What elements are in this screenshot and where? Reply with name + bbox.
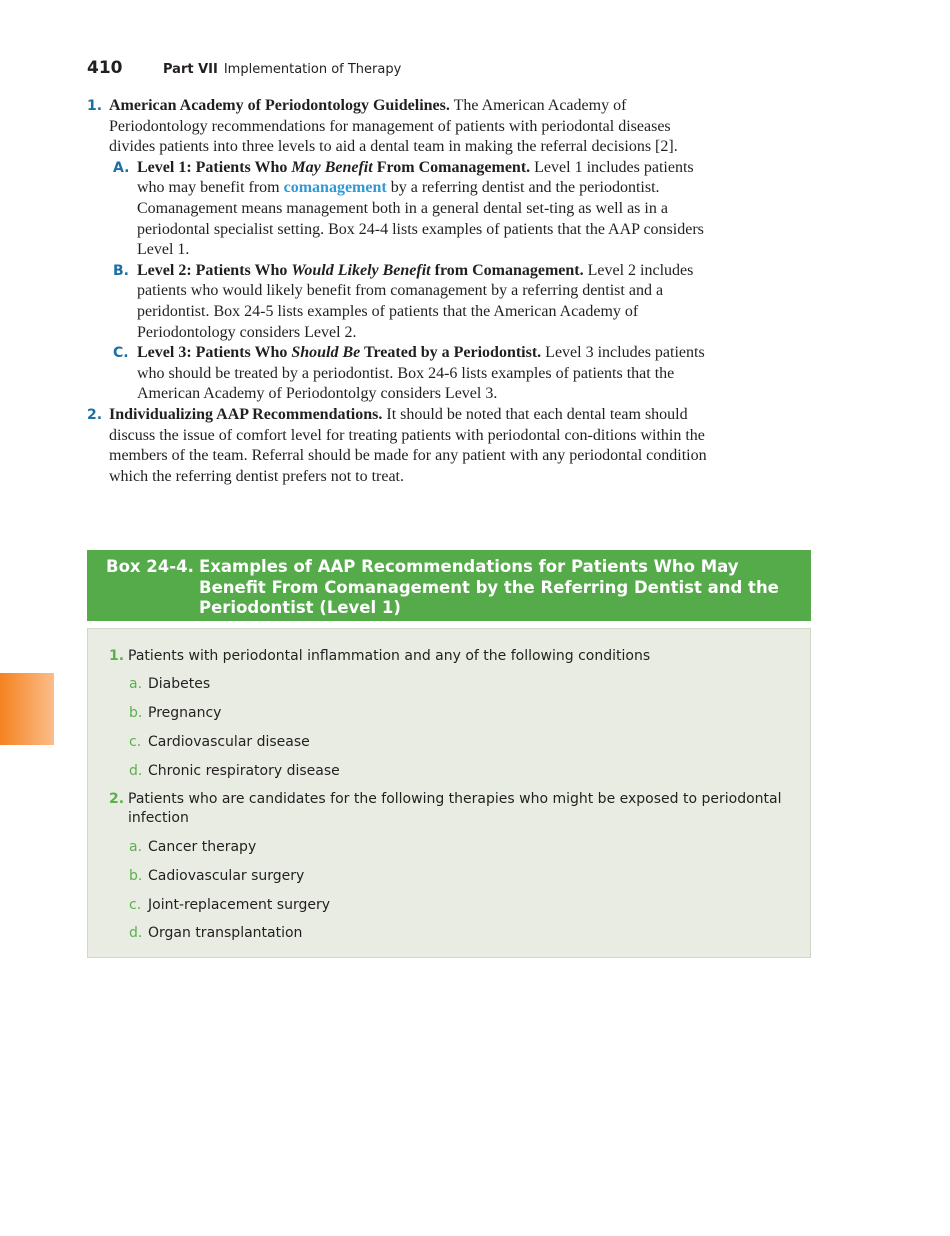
sub-text: Level 3 includes patients who should be treated by a periodontist. Box 24-6 lists examples of patients that the American Academy of Periodontolgy considers Level 3. (137, 344, 705, 403)
box-item-text: Patients who are candidates for the following therapies who might be exposed to periodontal (128, 791, 782, 807)
sub-title: Level 1: Patients Who May Benefit From Comanagement. (137, 158, 531, 176)
box-sub-letter: c. (129, 734, 142, 750)
item-title: Individualizing AAP Recommendations. (109, 405, 383, 423)
sub-title: Level 2: Patients Who Would Likely Benefit from Comanagement. (137, 261, 584, 279)
box-sub-text: Chronic respiratory disease (148, 763, 340, 779)
box-title: Examples of AAP Recommendations for Patients Who May Benefit From Comanagement by the Referring Dentist and the Periodontist (Level 1) (199, 557, 779, 617)
keyword-comanagement[interactable]: comanagement (283, 179, 387, 197)
item-number: 2. (87, 406, 103, 423)
box-item-text: Patients with periodontal inflammation and any of the following conditions (128, 648, 651, 664)
box-sub-letter: c. (129, 897, 142, 913)
box-sub-letter: a. (129, 676, 143, 692)
running-header (87, 58, 401, 82)
page-number: 410 (87, 58, 123, 78)
main-text (87, 96, 717, 487)
box-sub-text: Cadiovascular surgery (148, 868, 305, 884)
box-sub-letter: d. (129, 925, 143, 941)
part-label: Part VII (163, 62, 218, 77)
list-item-2 (87, 405, 717, 487)
item-text: It should be noted that each dental team should discuss the issue of comfort level for treating patients with periodontal con-ditions within the members of the team. Referral should be made for any patient with any periodontal condition which the referring dentist prefers not to treat. (109, 405, 707, 485)
box-sub-letter: d. (129, 763, 143, 779)
box-body (87, 628, 811, 958)
box-sub-text: Cardiovascular disease (148, 734, 310, 750)
sub-text: Level 1 includes patients who may benefit from (137, 158, 694, 197)
box-sub-text: Joint-replacement surgery (148, 897, 331, 913)
box-item-number: 1. (109, 648, 125, 664)
box-item-text-cont: infection (128, 810, 189, 826)
box-sub-text: Cancer therapy (148, 839, 257, 855)
box-item-number: 2. (109, 791, 125, 807)
sub-text: Level 2 includes patients who would likely benefit from comanagement by a referring dentist and a peridontist. Box 24-5 lists examples of patients that the American Academy of Periodontology considers Level 2. (137, 261, 694, 341)
box-sub-text: Pregnancy (148, 705, 222, 721)
box-sub-letter: a. (129, 839, 143, 855)
sub-letter: B. (113, 262, 129, 279)
sub-title: Level 3: Patients Who Should Be Treated by a Periodontist. (137, 344, 542, 362)
sub-item-b (87, 261, 717, 343)
item-text: The American Academy of Periodontology recommendations for management of patients with periodontal diseases divides patients into three levels to aid a dental team in making the referral decisions [2]. (109, 97, 678, 156)
box-sub-text: Organ transplantation (148, 925, 303, 941)
list-item-1 (87, 96, 717, 158)
item-title: American Academy of Periodontology Guidelines. (109, 97, 450, 114)
sub-letter: C. (113, 345, 129, 362)
box-header (87, 550, 811, 621)
sub-text-cont: by a referring dentist and the periodontist. Comanagement means management both in a general dental set-ting as well as in a periodontal specialist setting. Box 24-4 lists examples of patients that the AAP considers Level 1. (137, 179, 704, 259)
box-sub-letter: b. (129, 705, 143, 721)
box-sub-letter: b. (129, 868, 143, 884)
chapter-thumb-tab (0, 673, 54, 745)
box-label: Box 24-4. (106, 557, 194, 576)
sub-item-a (87, 158, 717, 261)
sub-item-c (87, 343, 717, 405)
item-number: 1. (87, 98, 103, 114)
box-sub-text: Diabetes (148, 676, 211, 692)
sub-letter: A. (113, 159, 130, 176)
part-title: Implementation of Therapy (223, 62, 402, 77)
